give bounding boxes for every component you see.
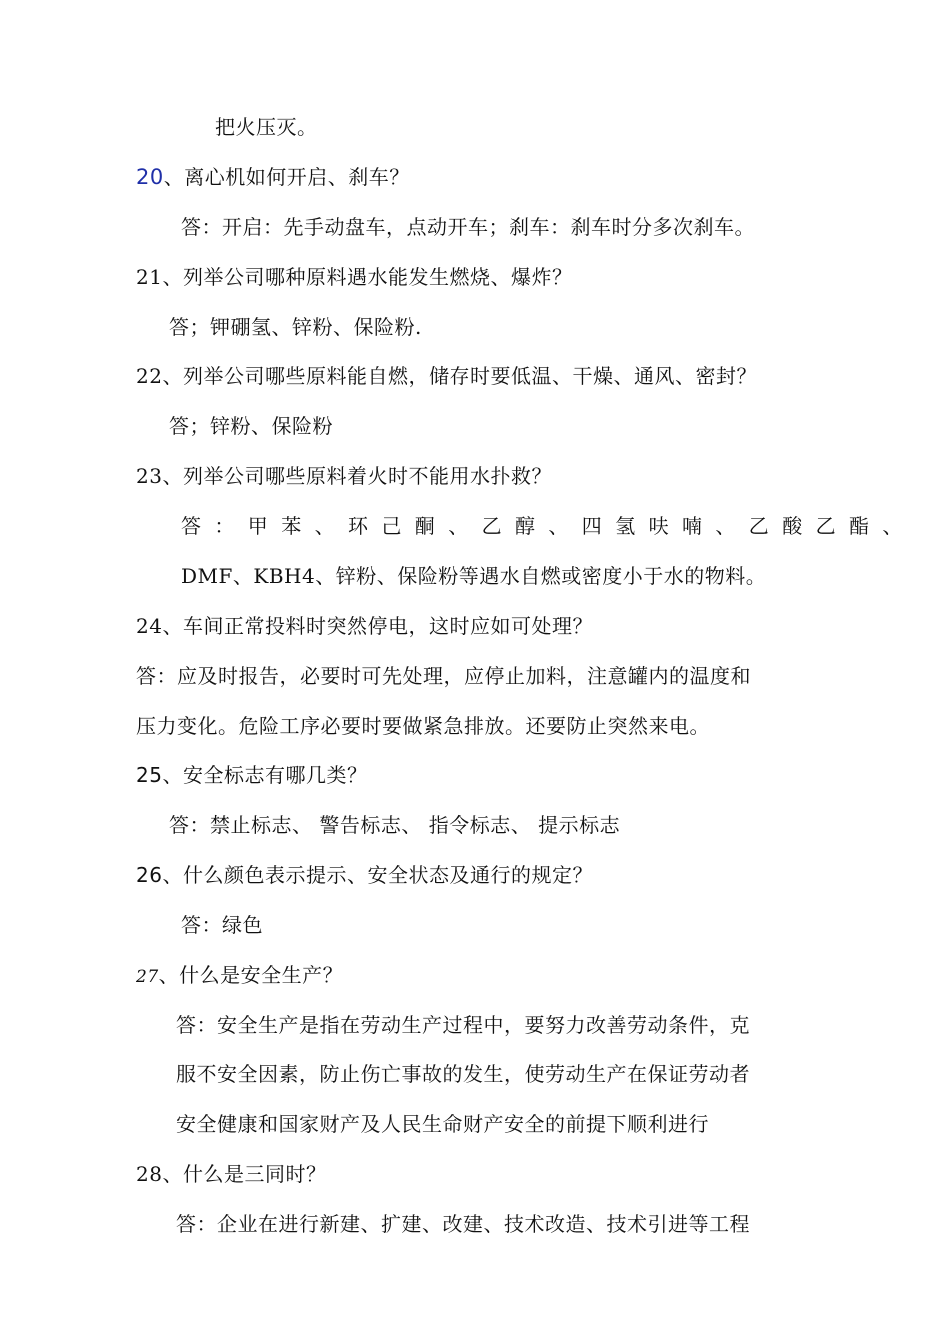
answer-27-line-1: 答：安全生产是指在劳动生产过程中，要努力改善劳动条件，克 xyxy=(176,1013,750,1037)
question-number: 20 xyxy=(136,165,164,189)
question-number: 26 xyxy=(136,863,163,887)
question-22: 22、列举公司哪些原料能自燃，储存时要低温、干燥、通风、密封？ xyxy=(136,364,757,388)
answer-27-line-3: 安全健康和国家财产及人民生命财产安全的前提下顺利进行 xyxy=(176,1112,709,1136)
question-24: 24、车间正常投料时突然停电，这时应如可处理？ xyxy=(136,614,593,638)
answer-28-line-1: 答：企业在进行新建、扩建、改建、技术改造、技术引进等工程 xyxy=(176,1212,750,1236)
question-25: 25、安全标志有哪几类？ xyxy=(136,763,368,787)
answer-19-end: 把火压灭。 xyxy=(215,115,318,139)
question-21: 21、列举公司哪种原料遇水能发生燃烧、爆炸？ xyxy=(136,265,573,289)
answer-20: 答：开启：先手动盘车，点动开车；刹车：刹车时分多次刹车。 xyxy=(181,215,755,239)
answer-23-line-2: DMF、KBH4、锌粉、保险粉等遇水自燃或密度小于水的物料。 xyxy=(181,564,767,588)
question-20: 20、离心机如何开启、刹车？ xyxy=(136,165,410,189)
question-27: 27、什么是安全生产？ xyxy=(136,963,344,987)
answer-23-line-1: 答：甲苯、环己酮、乙醇、四氢呋喃、乙酸乙酯、 xyxy=(181,514,916,538)
answer-26: 答：绿色 xyxy=(181,913,263,937)
answer-21: 答；钾硼氢、锌粉、保险粉. xyxy=(169,315,422,339)
question-26: 26、什么颜色表示提示、安全状态及通行的规定？ xyxy=(136,863,593,887)
question-23: 23、列举公司哪些原料着火时不能用水扑救？ xyxy=(136,464,552,488)
question-28: 28、什么是三同时？ xyxy=(136,1162,327,1186)
answer-22: 答；锌粉、保险粉 xyxy=(169,414,333,438)
question-number: 27 xyxy=(136,967,159,987)
answer-25: 答：禁止标志、 警告标志、 指令标志、 提示标志 xyxy=(169,813,621,837)
answer-24-line-1: 答：应及时报告，必要时可先处理，应停止加料，注意罐内的温度和 xyxy=(136,664,751,688)
answer-27-line-2: 服不安全因素，防止伤亡事故的发生，使劳动生产在保证劳动者 xyxy=(176,1062,750,1086)
question-number: 25 xyxy=(136,763,163,787)
answer-24-line-2: 压力变化。危险工序必要时要做紧急排放。还要防止突然来电。 xyxy=(136,714,710,738)
